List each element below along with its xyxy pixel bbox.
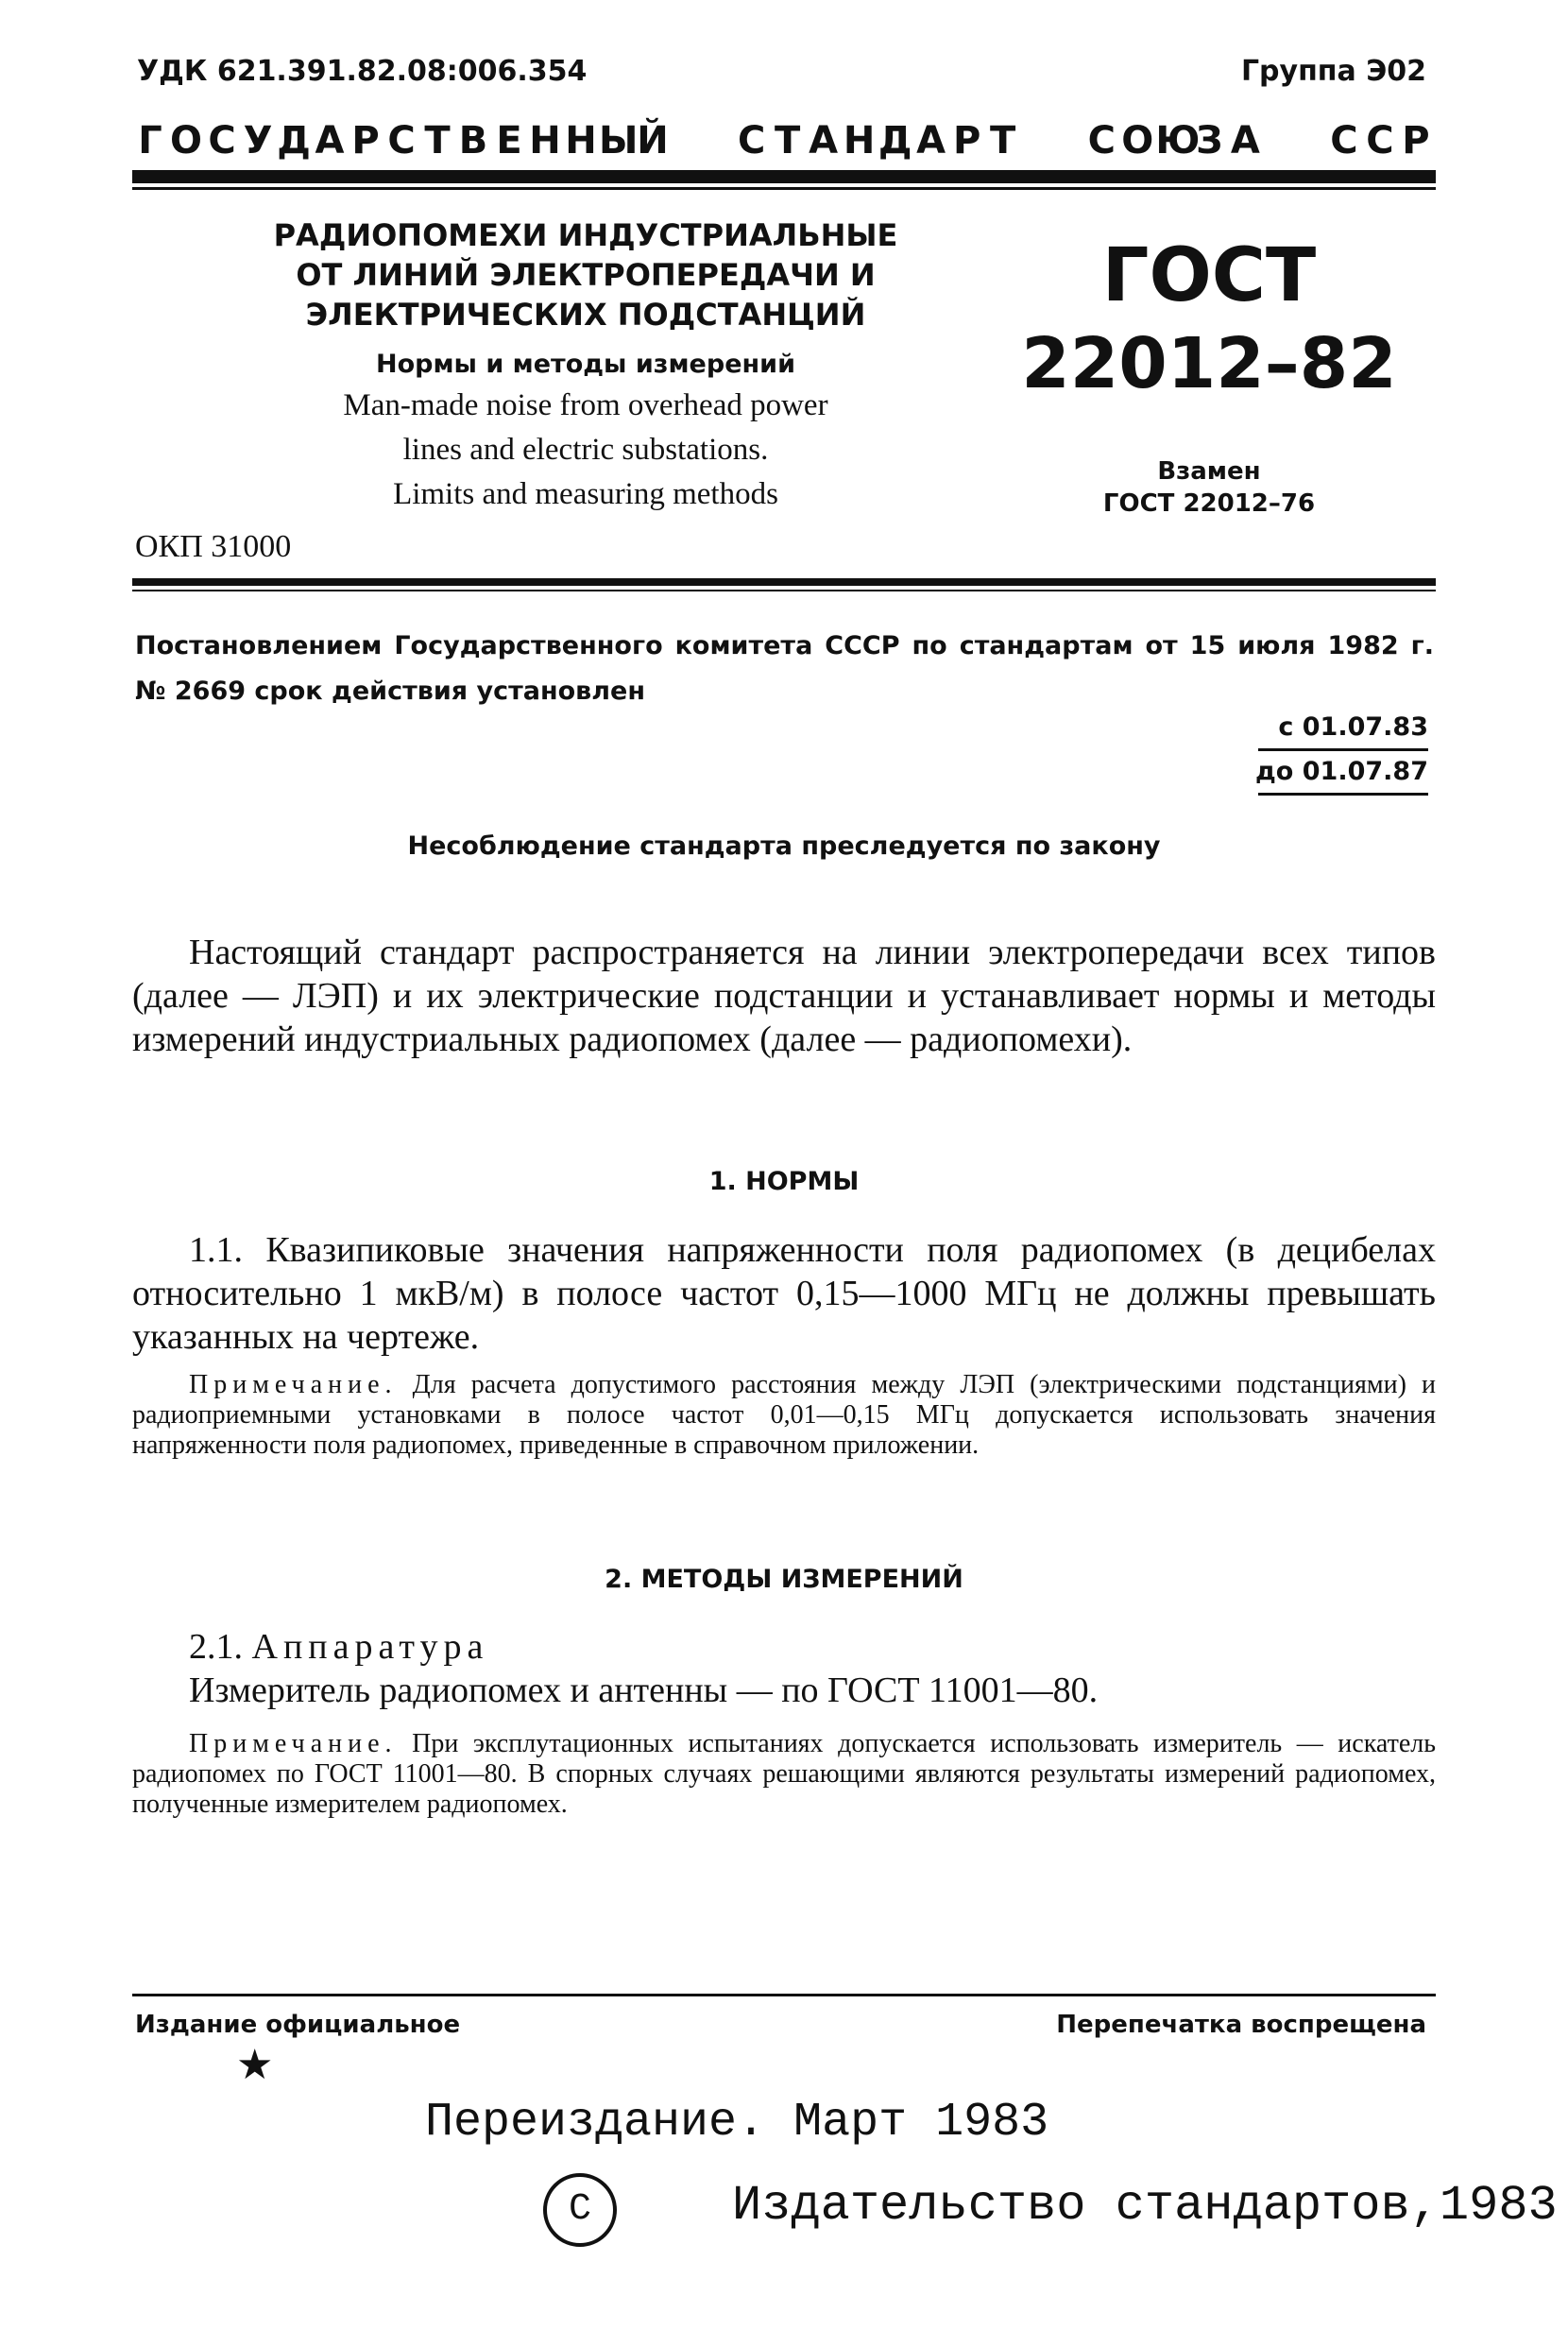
decree-text: Постановлением Государственного комитета СССР по стандартам от 15 июля 1982 г. № 2669 срок действия установлен <box>135 631 1434 706</box>
section-2-note <box>132 1729 1436 1820</box>
banner-letter: А <box>809 119 839 163</box>
okp-rule-thin <box>132 590 1436 591</box>
banner-letter: Д <box>878 119 912 163</box>
star-icon: ★ <box>236 2041 274 2089</box>
banner-letter: В <box>458 119 488 163</box>
title-line-2: ОТ ЛИНИЙ ЭЛЕКТРОПЕРЕДАЧИ И <box>296 257 876 293</box>
gost-identifier <box>1020 234 1398 520</box>
footer-rule <box>132 1994 1436 1996</box>
banner-letter: А <box>916 119 946 163</box>
banner-letter: А <box>1230 119 1260 163</box>
banner-letter: Ы <box>599 119 639 163</box>
title-line-3: ЭЛЕКТРИЧЕСКИХ ПОДСТАНЦИЙ <box>305 297 866 333</box>
banner-letter: Н <box>529 119 561 163</box>
okp-code: ОКП 31000 <box>135 529 292 564</box>
state-standard-banner <box>132 119 1434 163</box>
date-rule-1 <box>1258 748 1428 751</box>
banner-letter: Т <box>990 119 1016 163</box>
intro-paragraph: Настоящий стандарт распространяется на линии электропередачи всех типов (далее — ЛЭП) и их электрические подстанции и устанавливает нормы и методы измерений индустриальных радиопомех (далее — радиопомехи). <box>132 933 1436 1059</box>
note-label: Примечание. <box>189 1370 398 1399</box>
title-en-3: Limits and measuring methods <box>393 477 778 511</box>
banner-letter: С <box>1366 119 1394 163</box>
banner-rule-thin <box>132 187 1436 190</box>
banner-letter: Р <box>1402 119 1430 163</box>
banner-word <box>734 119 1021 163</box>
date-rule-2 <box>1258 793 1428 796</box>
banner-letter: Т <box>775 119 801 163</box>
section-2-paragraph <box>132 1625 1436 1712</box>
law-notice: Несоблюдение стандарта преследуется по закону <box>407 831 1161 861</box>
gost-number: 22012–82 <box>1021 323 1397 404</box>
banner-letter: З <box>1196 119 1223 163</box>
note-text: При эксплутационных испытаниях допускается использовать измеритель — искатель радиопомех по ГОСТ 11001—80. В спорных случаях решающими являются результаты измерений радиопомех, полученные измерителем радиопомех. <box>132 1729 1437 1819</box>
section-1-heading: 1. НОРМЫ <box>708 1167 860 1196</box>
banner-letter: А <box>315 119 345 163</box>
title-en-1: Man-made noise from overhead power <box>343 388 828 422</box>
udk-code: УДК 621.391.82.08:006.354 <box>137 55 588 88</box>
banner-letter: Р <box>351 119 380 163</box>
banner-letter: Й <box>637 119 669 163</box>
okp-rule <box>132 578 1436 586</box>
official-edition: Издание официальное <box>135 2011 461 2039</box>
banner-letter: С <box>208 119 236 163</box>
banner-letter: Д <box>277 119 311 163</box>
section-2-1-title <box>189 1625 1436 1669</box>
reprint-prohibited: Перепечатка воспрещена <box>1056 2011 1426 2039</box>
banner-letter: О <box>169 119 202 163</box>
clause-text: Измеритель радиопомех и антенны — по ГОСТ 11001—80. <box>189 1670 1099 1710</box>
validity-dates <box>1255 707 1428 796</box>
banner-letter: С <box>737 119 766 163</box>
publisher-stamp: Издательство стандартов,1983 <box>732 2178 1558 2234</box>
group-code: Группа Э02 <box>1240 55 1426 88</box>
title-en-2: lines and electric substations. <box>402 433 769 467</box>
banner-letter: У <box>243 119 273 163</box>
clause-number: 2.1. <box>189 1627 243 1667</box>
banner-letter: Р <box>952 119 981 163</box>
date-from: с 01.07.83 <box>1278 712 1428 742</box>
banner-word <box>1326 119 1434 163</box>
title-subtitle: Нормы и методы измерений <box>376 350 795 379</box>
replaces-standard: ГОСТ 22012–76 <box>1102 489 1316 518</box>
banner-letter: Н <box>565 119 597 163</box>
copyright-icon: С <box>543 2173 617 2247</box>
section-1-paragraph: 1.1. Квазипиковые значения напряженности поля радиопомех (в децибелах относительно 1 мкВ/м) в полосе частот 0,15—1000 МГц не должны превышать указанных на чертеже. <box>132 1230 1436 1357</box>
note-label: Примечание. <box>189 1729 398 1758</box>
banner-letter: Ю <box>1155 119 1201 163</box>
section-2-heading: 2. МЕТОДЫ ИЗМЕРЕНИЙ <box>605 1565 963 1594</box>
banner-letter: С <box>1330 119 1358 163</box>
document-title <box>264 215 907 512</box>
banner-letter: Н <box>843 119 876 163</box>
date-to: до 01.07.87 <box>1255 757 1428 786</box>
note-text: Для расчета допустимого расстояния между ЛЭП (электрическими подстанциями) и радиоприемными установками в полосе частот 0,01—0,15 МГц допускается использовать значения напряженности поля радиопомех, приведенные в справочном приложении. <box>132 1370 1436 1460</box>
banner-letter: С <box>387 119 416 163</box>
banner-rule <box>132 170 1436 183</box>
banner-letter: Е <box>496 119 522 163</box>
replaces-block <box>1020 455 1398 520</box>
banner-letter: Г <box>138 119 162 163</box>
clause-title: Аппаратура <box>251 1627 489 1667</box>
banner-letter: О <box>1121 119 1154 163</box>
replaces-label: Взамен <box>1157 457 1261 486</box>
section-1-note <box>132 1370 1436 1461</box>
banner-letter: С <box>1087 119 1116 163</box>
banner-word <box>1083 119 1263 163</box>
reedition-stamp: Переиздание. Март 1983 <box>425 2096 1049 2150</box>
banner-word <box>132 119 671 163</box>
banner-letter: Т <box>424 119 451 163</box>
gost-label: ГОСТ <box>1101 233 1317 318</box>
title-line-1: РАДИОПОМЕХИ ИНДУСТРИАЛЬНЫЕ <box>273 217 898 253</box>
